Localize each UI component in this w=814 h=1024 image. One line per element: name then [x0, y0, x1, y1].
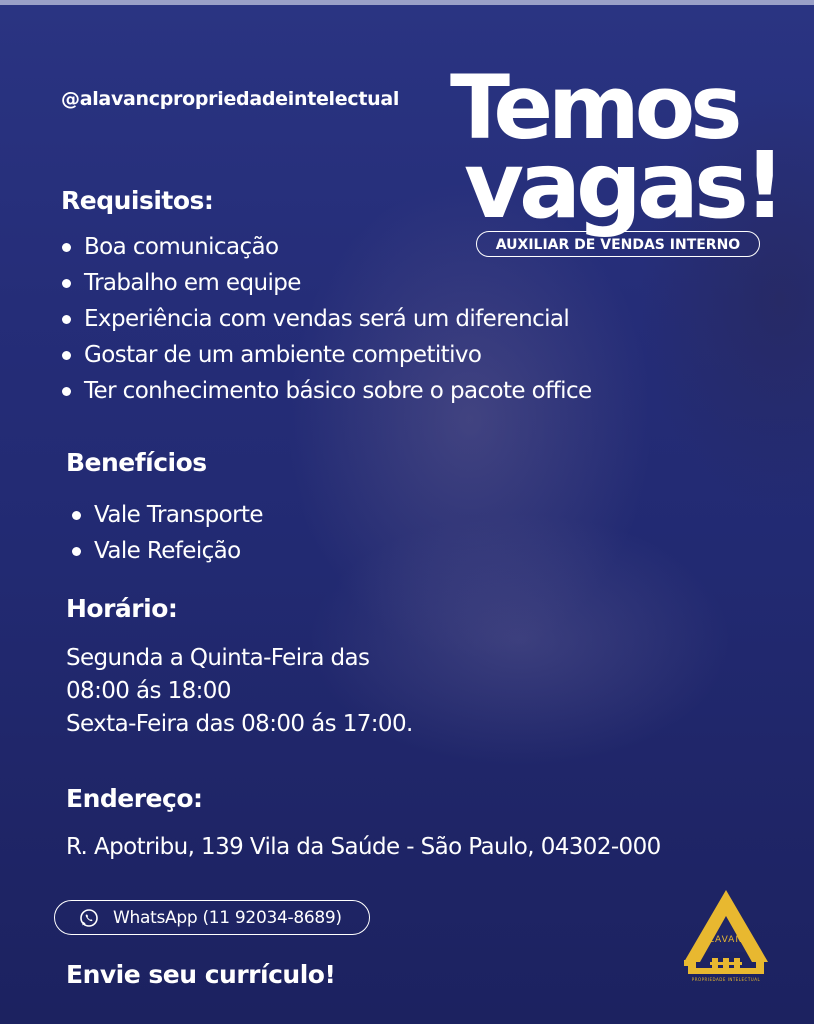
- whatsapp-button[interactable]: [54, 900, 370, 935]
- top-bar: [0, 0, 814, 5]
- list-item: Ter conhecimento básico sobre o pacote office: [60, 373, 592, 409]
- beneficios-list: [70, 497, 263, 569]
- whatsapp-icon: [79, 908, 99, 928]
- list-item: Boa comunicação: [60, 229, 592, 265]
- list-item: Experiência com vendas será um diferencial: [60, 301, 592, 337]
- instagram-handle: @alavancpropriedadeintelectual: [61, 88, 400, 110]
- address: R. Apotribu, 139 Vila da Saúde - São Paulo, 04302-000: [66, 834, 661, 860]
- requisitos-title: Requisitos:: [61, 186, 214, 215]
- logo-word: ALAVANC: [701, 935, 751, 945]
- horario-line: Sexta-Feira das 08:00 ás 17:00.: [66, 711, 413, 737]
- horario-title: Horário:: [66, 594, 178, 623]
- headline-line-1: Temos: [450, 56, 738, 159]
- horario-text: [66, 642, 413, 741]
- horario-line: 08:00 ás 18:00: [66, 678, 231, 704]
- list-item: Gostar de um ambiente competitivo: [60, 337, 592, 373]
- list-item: Vale Transporte: [70, 497, 263, 533]
- endereco-text: [66, 831, 661, 864]
- whatsapp-label: WhatsApp (11 92034-8689): [113, 907, 342, 928]
- role-badge: AUXILIAR DE VENDAS INTERNO: [476, 231, 760, 257]
- requisitos-list: [60, 229, 592, 409]
- list-item: Trabalho em equipe: [60, 265, 592, 301]
- cta-text: Envie seu currículo!: [66, 960, 336, 989]
- endereco-title: Endereço:: [66, 784, 203, 813]
- logo-subtitle: PROPRIEDADE INTELECTUAL: [691, 977, 761, 982]
- list-item: Vale Refeição: [70, 533, 263, 569]
- alavanc-logo: [676, 884, 776, 984]
- headline-line-2: vagas!: [464, 131, 781, 239]
- horario-line: Segunda a Quinta-Feira das: [66, 645, 370, 671]
- beneficios-title: Benefícios: [66, 448, 207, 477]
- headline: [450, 56, 781, 239]
